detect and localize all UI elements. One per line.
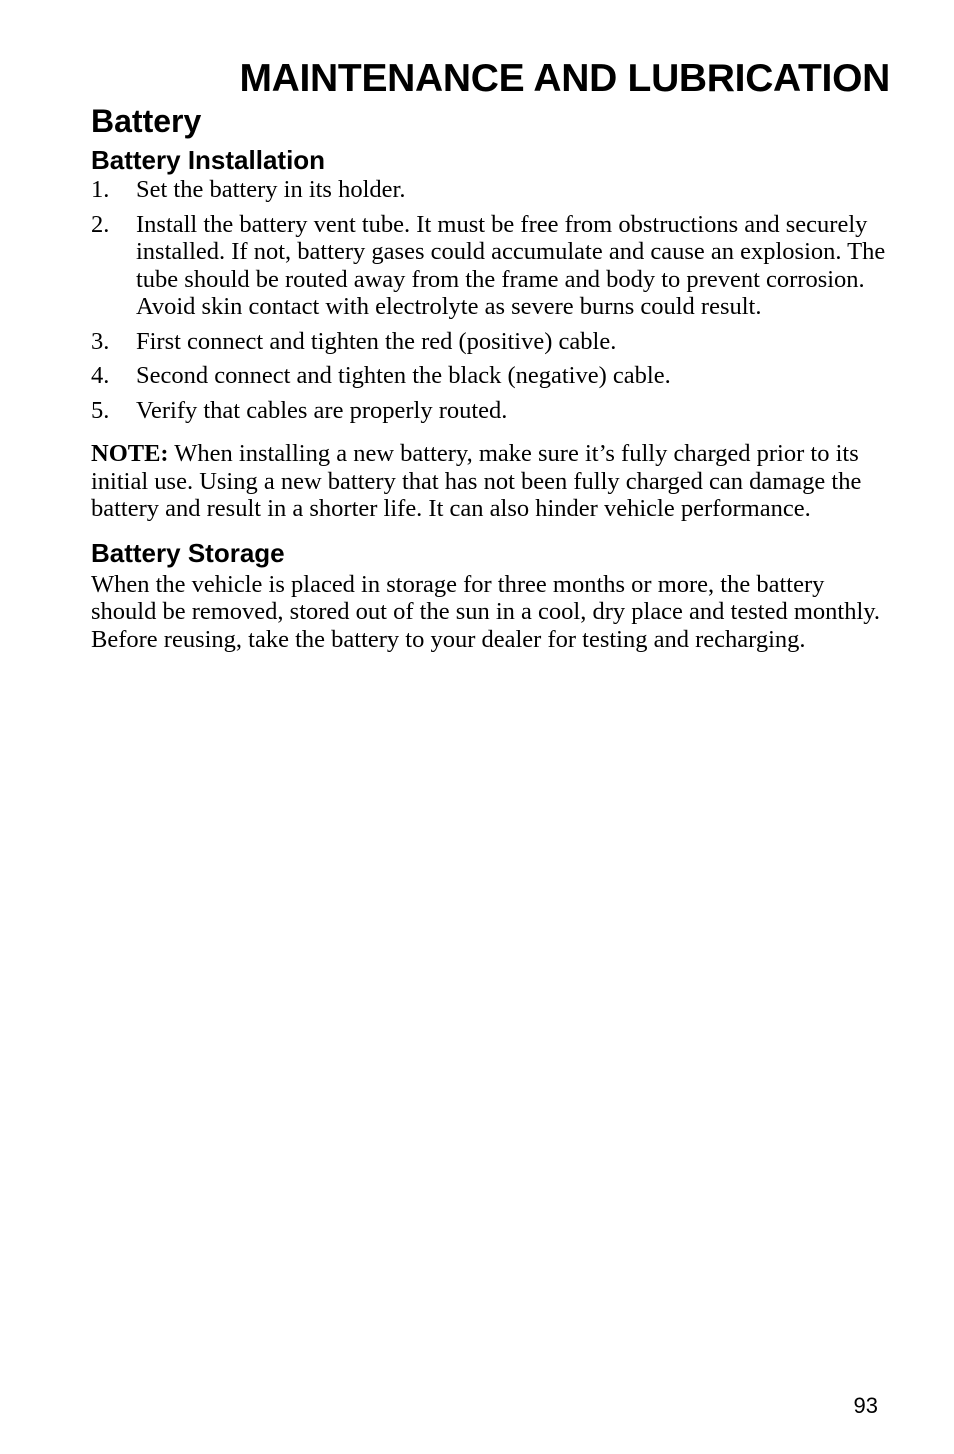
installation-heading: Battery Installation	[91, 145, 326, 175]
step-item	[91, 362, 891, 390]
step-item	[91, 211, 891, 321]
note-text: When installing a new battery, make sure it’s fully charged prior to its initial use. Using a new battery that has not been fully charged can damage the battery and result in a shorter life. It can also hinder vehicle performance.	[91, 440, 862, 522]
step-number: 4.	[91, 362, 110, 389]
step-item	[91, 328, 891, 356]
step-item	[91, 176, 891, 204]
step-text: First connect and tighten the red (positive) cable.	[136, 327, 617, 355]
storage-heading: Battery Storage	[91, 537, 285, 568]
note-label: NOTE:	[91, 440, 169, 467]
installation-steps	[91, 176, 891, 424]
step-text: Second connect and tighten the black (negative) cable.	[136, 362, 671, 389]
step-item	[91, 397, 891, 425]
step-text: Install the battery vent tube. It must be free from obstructions and securely installed. If not, battery gases could accumulate and cause an explosion. The tube should be routed away from the frame and body to prevent corrosion. Avoid skin contact with electrolyte as severe burns could result.	[136, 210, 886, 320]
step-number: 5.	[91, 396, 110, 424]
page-content	[91, 102, 891, 653]
page-number: 93	[853, 1393, 878, 1418]
step-text: Set the battery in its holder.	[136, 176, 406, 203]
section-title: Battery	[91, 103, 202, 139]
chapter-title: MAINTENANCE AND LUBRICATION	[239, 57, 890, 100]
step-number: 3.	[91, 327, 110, 355]
storage-paragraph: When the vehicle is placed in storage for three months or more, the battery should be removed, stored out of the sun in a cool, dry place and tested monthly. Before reusing, take the battery to your dealer for testing and recharging.	[91, 570, 881, 653]
step-number: 2.	[91, 210, 110, 238]
step-text: Verify that cables are properly routed.	[136, 396, 508, 424]
note-paragraph	[91, 440, 891, 523]
step-number: 1.	[91, 176, 110, 203]
